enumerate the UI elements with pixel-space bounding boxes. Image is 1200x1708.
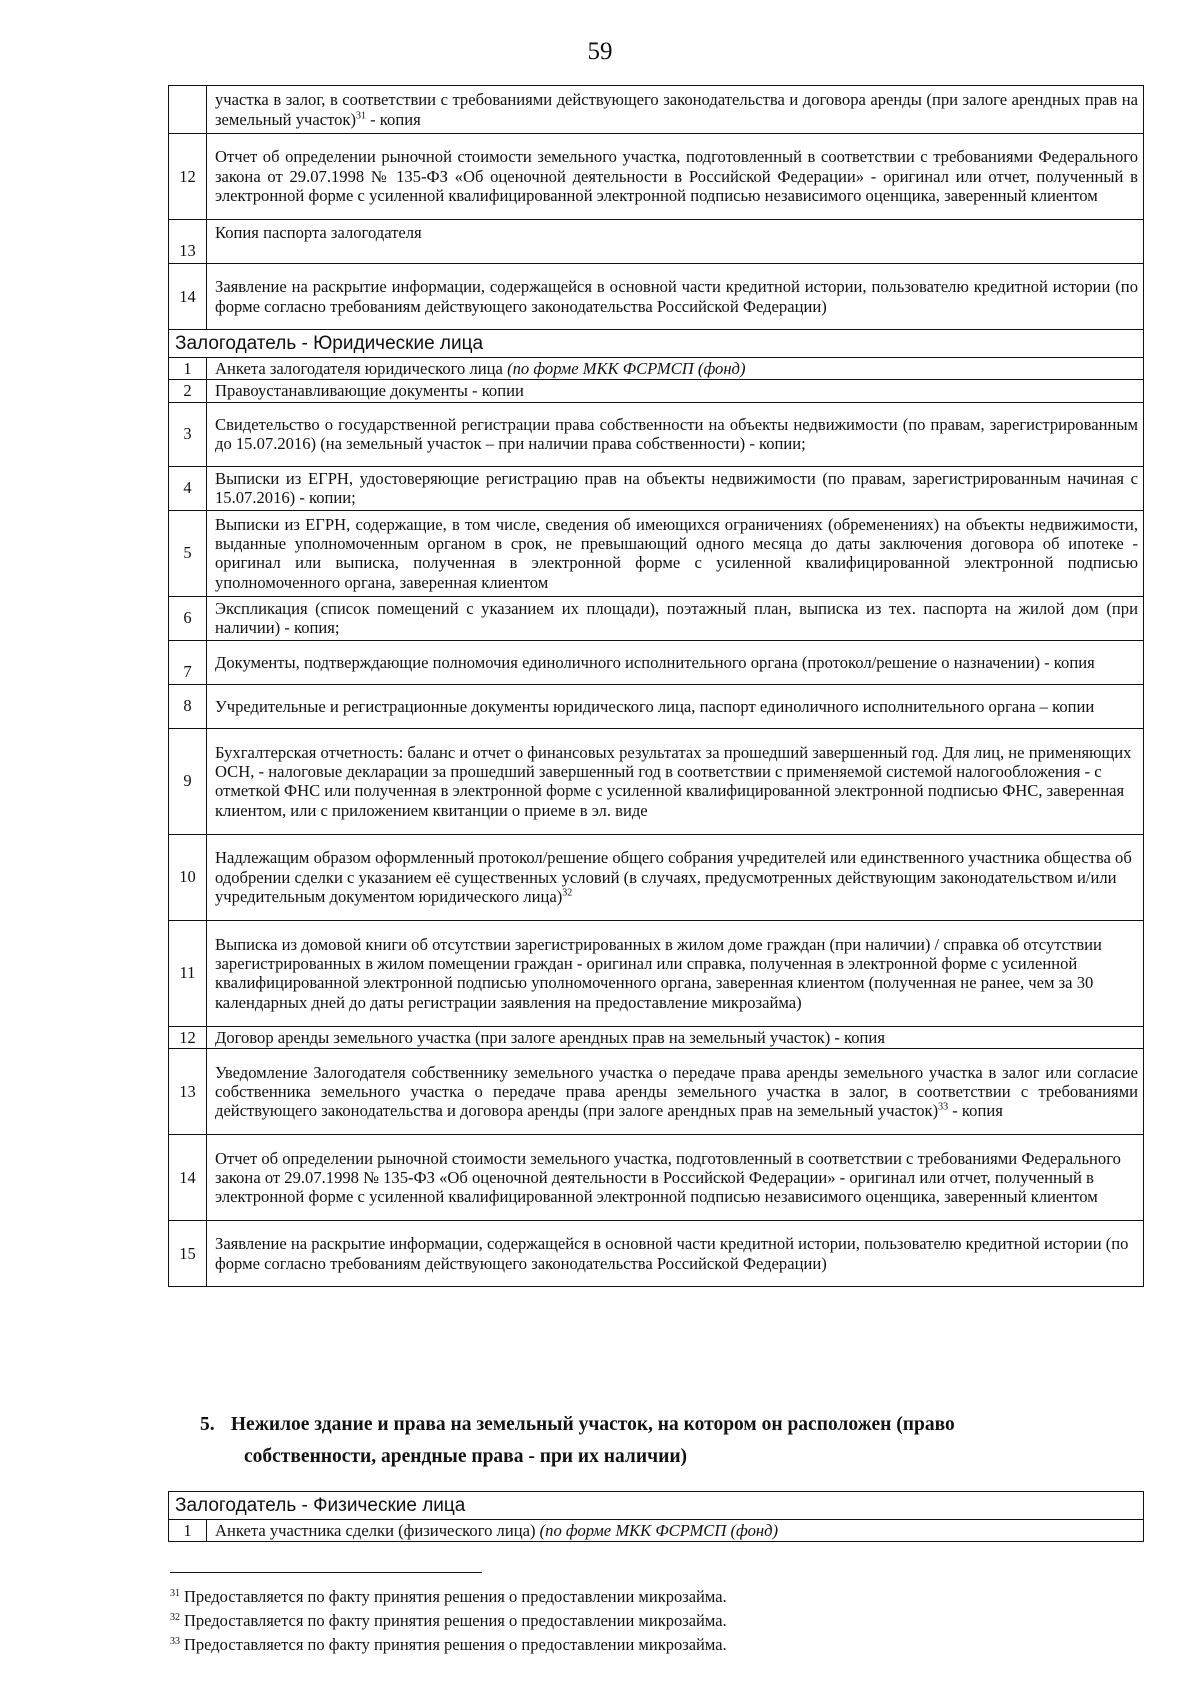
documents-table-legal bbox=[168, 85, 1144, 1287]
table-row bbox=[169, 728, 1144, 834]
row-text: Бухгалтерская отчетность: баланс и отчет о финансовых результатах за прошедший завершенный год. Для лиц, не применяющих ОСН, - налоговые декларации за прошедший завершенный год в соответствии с применяемой системой налогообложения - с отметкой ФНС или полученная в электронной форме с усиленной квалифицированной электронной подписью ФНС, заверенная клиентом, или с приложением квитанции о приеме в эл. виде bbox=[207, 728, 1144, 834]
table-row bbox=[169, 596, 1144, 640]
section-title-line2: собственности, арендные права - при их наличии) bbox=[244, 1446, 688, 1467]
page-number: 59 bbox=[587, 38, 613, 65]
documents-table-individuals bbox=[168, 1491, 1144, 1542]
row-number bbox=[169, 86, 207, 134]
row-number: 7 bbox=[169, 640, 207, 684]
row-number: 12 bbox=[169, 1026, 207, 1048]
row-number: 10 bbox=[169, 834, 207, 920]
table-row bbox=[169, 86, 1144, 134]
row-text: Выписка из домовой книги об отсутствии зарегистрированных в жилом доме граждан (при наличии) / справка об отсутствии зарегистрированных в жилом помещении граждан - оригинал или справка, полученная в электронной форме с усиленной квалифицированной электронной подписью уполномоченного органа, заверенная клиентом (полученная не ранее, чем за 30 календарных дней до даты регистрации заявления на предоставление микрозайма) bbox=[207, 920, 1144, 1026]
row-text: Уведомление Залогодателя собственнику земельного участка о передаче права аренды земельного участка в залог или согласие собственника земельного участка о передаче права аренды земельного участка в залог, в соответствии с требованиями действующего законодательства и договора аренды (при залоге арендных прав на земельный участок)$^{33}$ - копия bbox=[207, 1049, 1144, 1135]
footnote-ref: 33 bbox=[938, 1101, 949, 1113]
table-row bbox=[169, 466, 1144, 510]
row-text: Договор аренды земельного участка (при залоге арендных прав на земельный участок) - копия bbox=[207, 1026, 1144, 1048]
row-number: 1 bbox=[169, 1520, 207, 1542]
table-row bbox=[169, 1026, 1144, 1048]
row-text: Анкета участника сделки (физического лица) (по форме МКК ФСРМСП (фонд) bbox=[207, 1520, 1144, 1542]
row-number: 8 bbox=[169, 684, 207, 728]
form-reference: (по форме МКК ФСРМСП (фонд) bbox=[539, 1521, 779, 1540]
row-text: Копия паспорта залогодателя bbox=[207, 220, 1144, 264]
table-row bbox=[169, 1520, 1144, 1542]
table-row bbox=[169, 402, 1144, 466]
row-number: 5 bbox=[169, 510, 207, 596]
row-text: участка в залог, в соответствии с требованиями действующего законодательства и договора аренды (при залоге арендных прав на земельный участок)$^{31}$ - копия bbox=[207, 86, 1144, 134]
row-text: Свидетельство о государственной регистрации права собственности на объекты недвижимости (по правам, зарегистрированным до 15.07.2016) (на земельный участок – при наличии права собственности) - копии; bbox=[207, 402, 1144, 466]
footnote-separator bbox=[170, 1572, 482, 1573]
table-row bbox=[169, 1221, 1144, 1287]
row-number: 14 bbox=[169, 264, 207, 330]
section-title-line1: Нежилое здание и права на земельный участок, на котором он расположен (право bbox=[230, 1414, 955, 1435]
row-number: 14 bbox=[169, 1135, 207, 1221]
row-number: 2 bbox=[169, 380, 207, 402]
section-header-row bbox=[169, 1492, 1144, 1520]
footnote: $^{33}$ Предоставляется по факту принятия решения о предоставлении микрозайма. bbox=[170, 1635, 727, 1654]
row-number: 3 bbox=[169, 402, 207, 466]
row-text: Анкета залогодателя юридического лица (по форме МКК ФСРМСП (фонд) bbox=[207, 358, 1144, 380]
footnote-ref: 32 bbox=[562, 887, 573, 899]
footnote: $^{32}$ Предоставляется по факту принятия решения о предоставлении микрозайма. bbox=[170, 1611, 727, 1630]
row-number: 9 bbox=[169, 728, 207, 834]
row-number: 4 bbox=[169, 466, 207, 510]
form-reference: (по форме МКК ФСРМСП (фонд) bbox=[507, 359, 746, 378]
table-row bbox=[169, 220, 1144, 264]
row-text: Документы, подтверждающие полномочия единоличного исполнительного органа (протокол/решение о назначении) - копия bbox=[207, 640, 1144, 684]
row-number: 11 bbox=[169, 920, 207, 1026]
table-row bbox=[169, 358, 1144, 380]
table-row bbox=[169, 920, 1144, 1026]
table-row bbox=[169, 134, 1144, 220]
row-text: Надлежащим образом оформленный протокол/решение общего собрания учредителей или единственного участника общества об одобрении сделки с указанием её существенных условий (в случаях, предусмотренных действующим законодательством и/или учредительным документом юридического лица)$^{32}$ bbox=[207, 834, 1144, 920]
section-header-row bbox=[169, 330, 1144, 358]
section-5-heading bbox=[200, 1409, 1140, 1473]
table-row bbox=[169, 684, 1144, 728]
table-row bbox=[169, 510, 1144, 596]
footnote: $^{31}$ Предоставляется по факту принятия решения о предоставлении микрозайма. bbox=[170, 1587, 727, 1606]
legal-entities-header: Залогодатель - Юридические лица bbox=[169, 330, 1144, 358]
row-text: Заявление на раскрытие информации, содержащейся в основной части кредитной истории, пользователю кредитной истории (по форме согласно требованиям действующего законодательства Российской Федерации) bbox=[207, 1221, 1144, 1287]
table-row bbox=[169, 1049, 1144, 1135]
row-number: 1 bbox=[169, 358, 207, 380]
row-text: Выписки из ЕГРН, удостоверяющие регистрацию прав на объекты недвижимости (по правам, зарегистрированным начиная с 15.07.2016) - копии; bbox=[207, 466, 1144, 510]
table-row bbox=[169, 264, 1144, 330]
row-number: 6 bbox=[169, 596, 207, 640]
row-text: Правоустанавливающие документы - копии bbox=[207, 380, 1144, 402]
row-text: Отчет об определении рыночной стоимости земельного участка, подготовленный в соответствии с требованиями Федерального закона от 29.07.1998 № 135-ФЗ «Об оценочной деятельности в Российской Федерации» - оригинал или отчет, полученный в электронной форме с усиленной квалифицированной электронной подписью независимого оценщика, заверенный клиентом bbox=[207, 134, 1144, 220]
row-text: Учредительные и регистрационные документы юридического лица, паспорт единоличного исполнительного органа – копии bbox=[207, 684, 1144, 728]
table-row bbox=[169, 1135, 1144, 1221]
section-number: 5. bbox=[200, 1414, 215, 1435]
table-row bbox=[169, 834, 1144, 920]
table-row bbox=[169, 640, 1144, 684]
footnotes bbox=[170, 1585, 727, 1657]
row-number: 12 bbox=[169, 134, 207, 220]
footnote-ref: 31 bbox=[355, 109, 366, 121]
row-text: Выписки из ЕГРН, содержащие, в том числе, сведения об имеющихся ограничениях (обременениях) на объекты недвижимости, выданные уполномоченным органом в срок, не превышающий одного месяца до даты заключения договора об ипотеке - оригинал или выписка, полученная в электронной форме с усиленной квалифицированной электронной подписью уполномоченного органа, заверенная клиентом bbox=[207, 510, 1144, 596]
individuals-header: Залогодатель - Физические лица bbox=[169, 1492, 1144, 1520]
row-number: 13 bbox=[169, 1049, 207, 1135]
row-text: Отчет об определении рыночной стоимости земельного участка, подготовленный в соответствии с требованиями Федерального закона от 29.07.1998 № 135-ФЗ «Об оценочной деятельности в Российской Федерации» - оригинал или отчет, полученный в электронной форме с усиленной квалифицированной электронной подписью независимого оценщика, заверенный клиентом bbox=[207, 1135, 1144, 1221]
row-text: Экспликация (список помещений с указанием их площади), поэтажный план, выписка из тех. паспорта на жилой дом (при наличии) - копия; bbox=[207, 596, 1144, 640]
row-number: 15 bbox=[169, 1221, 207, 1287]
table-row bbox=[169, 380, 1144, 402]
row-text: Заявление на раскрытие информации, содержащейся в основной части кредитной истории, пользователю кредитной истории (по форме согласно требованиям действующего законодательства Российской Федерации) bbox=[207, 264, 1144, 330]
row-number: 13 bbox=[169, 220, 207, 264]
